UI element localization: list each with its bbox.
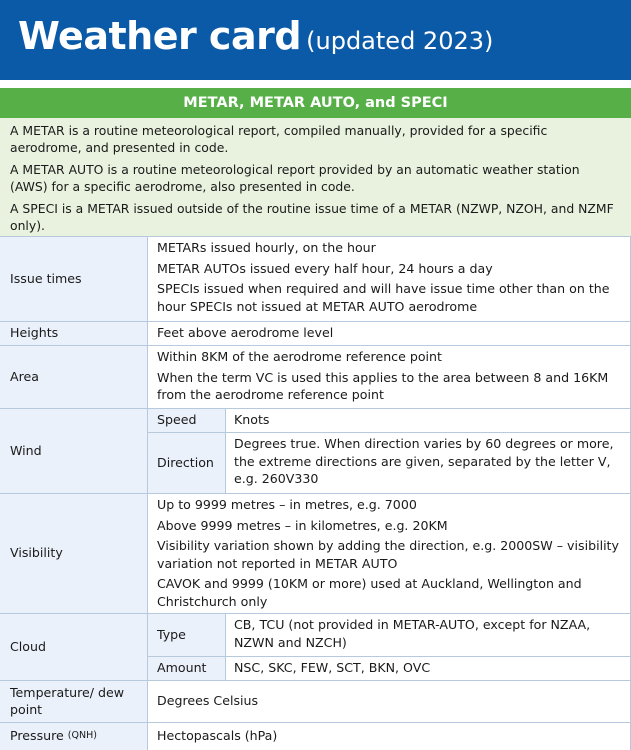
divider [0,613,631,614]
intro-panel [0,118,631,236]
divider [225,613,226,680]
visibility-line: CAVOK and 9999 (10KM or more) used at Auckland, Wellington and Christchurch only [157,576,582,609]
visibility-line: Above 9999 metres – in kilometres, e.g. 20KM [157,517,448,533]
divider [147,432,631,433]
intro-speci: A SPECI is a METAR issued outside of the routine issue time of a METAR (NZWP, NZOH, and NZMF only). [10,201,614,233]
wind-speed-value: Knots [225,408,631,432]
row-value-heights: Feet above aerodrome level [147,321,631,345]
cloud-amount-value: NSC, SKC, FEW, SCT, BKN, OVC [225,656,631,680]
row-label-temperature: Temperature/ dew point [0,680,147,722]
row-value-pressure: Hectopascals (hPa) [147,722,631,750]
issue-times-line: METARs issued hourly, on the hour [157,240,376,255]
page-title [18,14,493,58]
pressure-label: Pressure [10,728,64,744]
row-value-visibility [147,493,631,613]
divider [0,408,631,409]
row-label-pressure [0,722,147,750]
divider [0,236,631,237]
divider [0,345,631,346]
intro-metar: A METAR is a routine meteorological report, compiled manually, provided for a specific aerodrome, and presented in code. [10,123,548,155]
issue-times-line: SPECIs issued when required and will have issue time other than on the hour SPECIs not issued at METAR AUTO aerodrome [157,281,610,314]
section-title: METAR, METAR AUTO, and SPECI [0,88,631,118]
divider [0,321,631,322]
title-main: Weather card [18,14,302,58]
row-label-issue-times: Issue times [0,236,147,321]
divider [147,656,631,657]
cloud-amount-label: Amount [147,656,225,680]
wind-direction-label: Direction [147,432,225,493]
row-label-cloud: Cloud [0,613,147,680]
cloud-type-label: Type [147,613,225,656]
title-subtitle: (updated 2023) [306,27,494,55]
cloud-type-value: CB, TCU (not provided in METAR-AUTO, except for NZAA, NZWN and NZCH) [225,613,631,656]
divider [0,680,631,681]
row-value-temperature: Degrees Celsius [147,680,631,722]
divider [0,722,631,723]
intro-metar-auto: A METAR AUTO is a routine meteorological report provided by an automatic weather station (AWS) for a specific aerodrome, also presented in code. [10,162,580,194]
row-value-issue-times [147,236,631,321]
page-header [0,0,631,80]
divider [225,408,226,493]
wind-direction-value: Degrees true. When direction varies by 60 degrees or more, the extreme directions are given, separated by the letter V, e.g. 260V330 [225,432,631,493]
visibility-line: Up to 9999 metres – in metres, e.g. 7000 [157,497,417,512]
row-label-wind: Wind [0,408,147,493]
pressure-label-qnh: (QNH) [67,730,97,742]
wind-speed-label: Speed [147,408,225,432]
row-value-area [147,345,631,408]
row-label-visibility: Visibility [0,493,147,613]
area-line: Within 8KM of the aerodrome reference point [157,349,442,364]
row-label-heights: Heights [0,321,147,345]
divider [147,236,148,750]
row-label-area: Area [0,345,147,408]
divider [0,493,631,494]
issue-times-line: METAR AUTOs issued every half hour, 24 hours a day [157,260,493,276]
visibility-line: Visibility variation shown by adding the direction, e.g. 2000SW – visibility variation not reported in METAR AUTO [157,538,619,571]
area-line: When the term VC is used this applies to the area between 8 and 16KM from the aerodrome reference point [157,369,609,402]
